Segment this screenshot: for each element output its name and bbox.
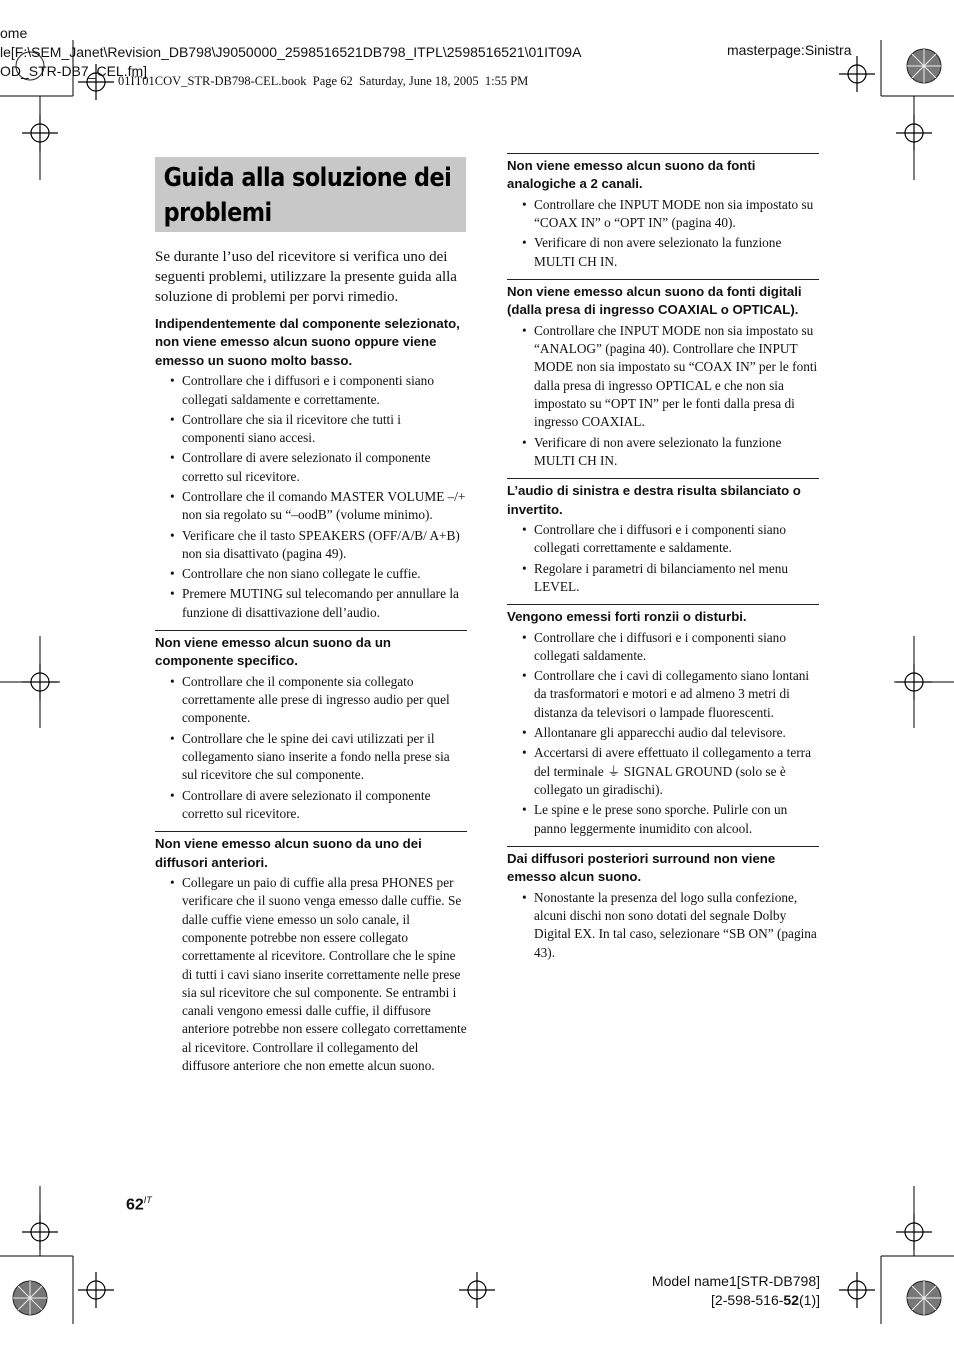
list-item: • Verificare che il tasto SPEAKERS (OFF/A/B/ A+B) non sia disattivato (pagina 49). <box>155 527 467 564</box>
bullet-list <box>507 196 819 271</box>
left-column <box>155 247 467 1083</box>
bullet-list <box>507 889 819 962</box>
list-item: • Regolare i parametri di bilanciamento nel menu LEVEL. <box>507 560 819 597</box>
section <box>507 153 819 271</box>
section <box>507 478 819 596</box>
bullet-list <box>155 372 467 622</box>
list-item: • Controllare che le spine dei cavi utilizzati per il collegamento siano inserite a fondo nella prese sia sul ricevitore che sul componente. <box>155 730 467 785</box>
list-item: • Allontanare gli apparecchi audio dal televisore. <box>507 724 819 742</box>
list-item: • Controllare che sia il ricevitore che tutti i componenti siano accesi. <box>155 411 467 448</box>
page-title: Guida alla soluzione dei problemi <box>163 163 452 228</box>
model-info <box>560 1272 820 1310</box>
model-line2: [2-598-516-52(1)] <box>711 1292 820 1308</box>
bullet-list <box>507 322 819 470</box>
list-item: • Verificare di non avere selezionato la funzione MULTI CH IN. <box>507 234 819 271</box>
list-item: • Controllare che i diffusori e i componenti siano collegati saldamente e correttamente. <box>155 372 467 409</box>
section <box>155 630 467 823</box>
section <box>507 846 819 962</box>
file-path-line3: OD_STR-DB7_CEL.fm] <box>0 63 148 79</box>
section-heading: Non viene emesso alcun suono da un componente specifico. <box>155 635 391 669</box>
intro-paragraph: Se durante l’uso del ricevitore si verifica uno dei seguenti problemi, utilizzare la presente guida alla soluzione di problemi per porvi rimedio. <box>155 249 457 305</box>
list-item: • Controllare che INPUT MODE non sia impostato su “COAX IN” o “OPT IN” (pagina 40). <box>507 196 819 233</box>
bullet-list <box>507 629 819 838</box>
list-item: • Controllare che INPUT MODE non sia impostato su “ANALOG” (pagina 40). Controllare che INPUT MODE non sia impostato su “COAX IN” per le fonti dalla presa di ingresso OPTICAL e che non sia impostato su “OPT IN” per le fonti dalla presa di ingresso COAXIAL. <box>507 322 819 432</box>
list-item: • Controllare che i diffusori e i componenti siano collegati correttamente e saldamente. <box>507 521 819 558</box>
section-heading: Dai diffusori posteriori surround non viene emesso alcun suono. <box>507 850 776 885</box>
masterpage-label: masterpage:Sinistra <box>727 42 852 58</box>
section-heading: Non viene emesso alcun suono da uno dei diffusori anteriori. <box>155 836 422 870</box>
model-line1: Model name1[STR-DB798] <box>651 1273 820 1289</box>
list-item: • Controllare di avere selezionato il componente corretto sul ricevitore. <box>155 787 467 824</box>
bullet-list <box>155 673 467 823</box>
list-item: • Premere MUTING sul telecomando per annullare la funzione di disattivazione dell’audio. <box>155 585 467 622</box>
file-path-line2: le[F:\SEM_Janet\Revision_DB798\J9050000_2598516521DB798_ITPL\2598516521\01IT09A <box>0 44 582 60</box>
list-item: • Nonostante la presenza del logo sulla confezione, alcuni dischi non sono dotati del segnale Dolby Digital EX. In tal caso, selezionare “SB ON” (pagina 43). <box>507 889 819 962</box>
right-column <box>507 153 819 970</box>
list-item: • Collegare un paio di cuffie alla presa PHONES per verificare che il suono venga emesso dalle cuffie. Se dalle cuffie viene emesso un solo canale, il componente potrebbe non essere collegato correttamente al ricevitore. Controllare che le spine di tutti i cavi siano inserite correttamente nelle prese sia sul ricevitore che sul componente. Se entrambi i canali vengono emessi dalle cuffie, il diffusore anteriore potrebbe non essere collegato correttamente al ricevitore. Controllare il collegamento del diffusore anteriore che non emette alcun suono. <box>155 874 467 1075</box>
list-item: • Controllare che i cavi di collegamento siano lontani da trasformatori e motori e ad almeno 3 metri di distanza da televisori o lampade fluorescenti. <box>507 667 819 722</box>
file-path-line1: ome <box>0 25 28 41</box>
page-number: $62^{IT}$ <box>126 1195 152 1214</box>
section <box>155 831 467 1075</box>
list-item: • Le spine e le prese sono sporche. Pulirle con un panno leggermente inumidito con alcool. <box>507 801 819 838</box>
section-heading: Non viene emesso alcun suono da fonti analogiche a 2 canali. <box>507 158 756 192</box>
section <box>507 604 819 838</box>
section <box>155 314 467 622</box>
list-item: • Controllare che i diffusori e i componenti siano collegati saldamente. <box>507 629 819 666</box>
section-heading: Vengono emessi forti ronzii o disturbi. <box>507 609 747 625</box>
book-info: 01IT01COV_STR-DB798-CEL.book Page 62 Saturday, June 18, 2005 1:55 PM <box>118 74 529 88</box>
section-heading: L’audio di sinistra e destra risulta sbilanciato o invertito. <box>507 483 801 517</box>
bullet-list <box>155 874 467 1075</box>
list-item: • Controllare di avere selezionato il componente corretto sul ricevitore. <box>155 449 467 486</box>
list-item: • Controllare che il componente sia collegato correttamente alle prese di ingresso audio per quel componente. <box>155 673 467 728</box>
section <box>507 279 819 470</box>
list-item: • Accertarsi di avere effettuato il collegamento a terra del terminale ⏚ SIGNAL GROUND (solo se è collegato un giradischi). <box>507 744 819 799</box>
list-item: • Controllare che non siano collegate le cuffie. <box>155 565 467 583</box>
section-heading: Indipendentemente dal componente selezionato, non viene emesso alcun suono oppure viene emesso un suono molto basso. <box>155 316 460 368</box>
list-item: • Verificare di non avere selezionato la funzione MULTI CH IN. <box>507 434 819 471</box>
bullet-list <box>507 521 819 596</box>
section-heading: Non viene emesso alcun suono da fonti digitali (dalla presa di ingresso COAXIAL o OPTICAL). <box>507 284 802 318</box>
list-item: • Controllare che il comando MASTER VOLUME –/+ non sia regolato su “–oodB” (volume minimo). <box>155 488 467 525</box>
title-box <box>155 157 466 232</box>
